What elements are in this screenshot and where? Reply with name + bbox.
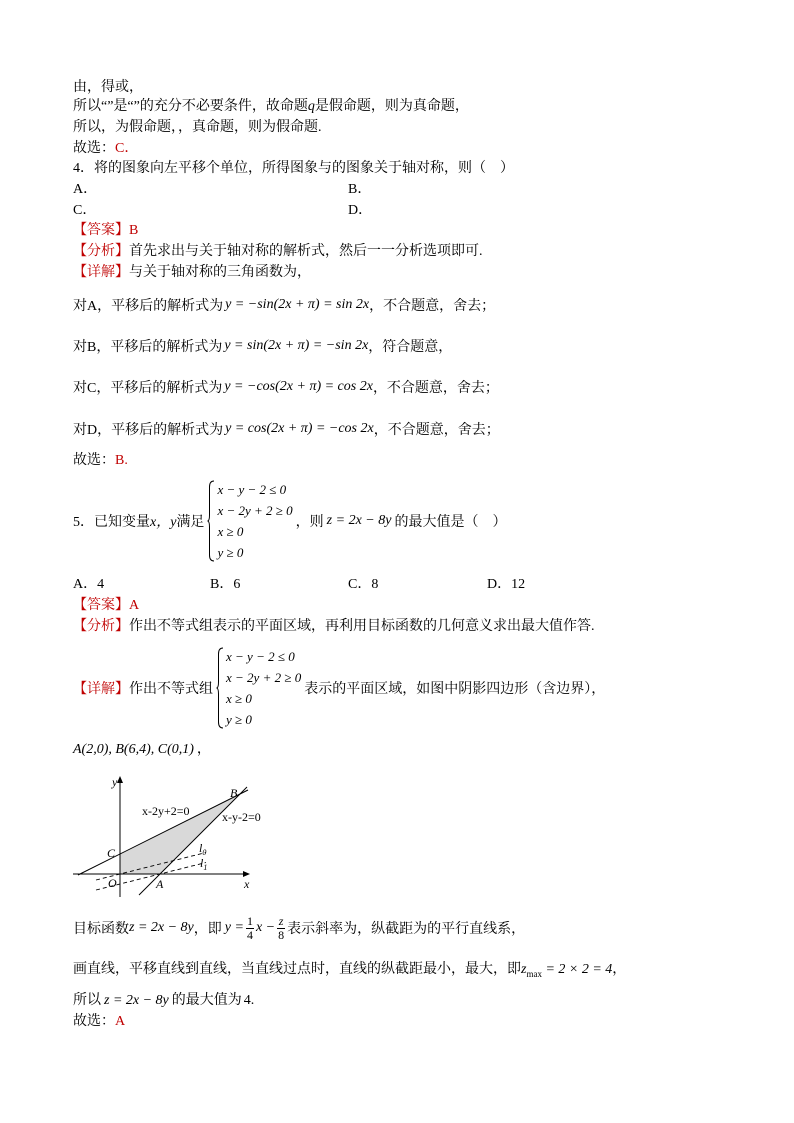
origin-label: O (108, 876, 117, 890)
q5-max-line (73, 992, 254, 1010)
case-suffix: ，不合题意，舍去； (372, 381, 499, 396)
q5-shift-line (73, 961, 626, 979)
analysis-text: 首先求出与关于轴对称的解析式，然后一一分析选项即可. (129, 244, 483, 259)
answer-tag: 【答案】 (73, 598, 129, 613)
inequality-system (216, 646, 301, 730)
inequality-3: x ≥ 0 (226, 691, 252, 706)
inequality-3: x ≥ 0 (217, 524, 244, 539)
prev-solution-line-2 (73, 98, 469, 116)
inequality-lines (217, 479, 292, 563)
l1-subscript: 1 (203, 863, 208, 872)
fraction-numerator: z (278, 913, 284, 928)
x-axis-label: x (244, 877, 250, 891)
inequality-2: x − 2y + 2 ≥ 0 (226, 670, 302, 685)
prev-solution-line-2-start: 所以“”是“”的充分不必要条件，故命题 (73, 99, 308, 114)
q4-options-row-1 (73, 181, 573, 199)
vertices-end: ， (196, 742, 211, 757)
q4-choice (73, 452, 128, 470)
detail-text: 与关于轴对称的三角函数为， (129, 265, 311, 280)
fraction-denominator: 8 (278, 927, 285, 942)
q5-objective: z = 2x − 8y (326, 513, 392, 528)
case-formula: y = −cos(2x + π) = cos 2x (224, 379, 373, 394)
q4-case-c (73, 378, 499, 396)
q5-detail (73, 646, 605, 730)
case-suffix: ，符合题意， (368, 340, 453, 355)
y-axis-label: y (112, 775, 118, 789)
q5-choice (73, 1013, 125, 1031)
shift-line-end: ， (612, 962, 627, 977)
choose-answer: C． (115, 141, 139, 156)
objective-function: z = 2x − 8y (129, 920, 194, 935)
inequality-2: x − 2y + 2 ≥ 0 (217, 503, 293, 518)
objective-line-end: 表示斜率为，纵截距为的平行直线系， (287, 922, 526, 937)
q5-options (73, 576, 633, 594)
case-prefix: 对D，平移后的解析式为 (73, 423, 224, 438)
fraction-denominator: 4 (246, 927, 253, 942)
q5-option-c: C．8 (348, 577, 379, 592)
point-b-label: B (230, 786, 238, 800)
q4-case-a (73, 296, 495, 314)
choose-label: 故选： (73, 453, 115, 468)
max-line-objective: z = 2x − 8y (104, 993, 169, 1008)
analysis-tag: 【分析】 (73, 619, 129, 634)
prev-solution-line-1: 由，得或， (73, 80, 143, 95)
l1-letter: l (200, 856, 204, 870)
max-line-mid: 的最大值为 (171, 993, 242, 1008)
q5-stem-start: 5．已知变量 (73, 515, 150, 530)
left-brace-icon (216, 647, 224, 729)
l1-label (200, 856, 207, 872)
choose-answer: B. (115, 453, 128, 468)
inequality-system (207, 479, 292, 563)
case-formula: y = sin(2x + π) = −sin 2x (224, 338, 369, 353)
max-subscript: max (526, 969, 542, 979)
objective-line-start: 目标函数 (73, 922, 129, 937)
slope-form-lhs: y = (224, 920, 244, 935)
choose-label: 故选： (73, 1014, 115, 1029)
q5-stem-then: ，则 (295, 515, 324, 530)
case-formula: y = cos(2x + π) = −cos 2x (225, 421, 374, 436)
case-suffix: ，不合题意，舍去； (373, 423, 500, 438)
feasible-region-figure (70, 770, 280, 900)
inequality-4: y ≥ 0 (217, 545, 244, 560)
l0-letter: l (199, 841, 203, 855)
q4-option-a: A． (73, 182, 98, 197)
z-variable: z (521, 962, 527, 977)
q4-stem: 4．将的图象向左平移个单位，所得图象与的图象关于轴对称，则（ ） (73, 161, 514, 176)
answer-value: B (129, 223, 139, 238)
q5-option-d: D．12 (487, 577, 526, 592)
analysis-text: 作出不等式组表示的平面区域，再利用目标函数的几何意义求出最大值作答. (129, 619, 595, 634)
l0-label (199, 841, 206, 857)
q5-vertices (73, 741, 211, 759)
detail-end: 表示的平面区域，如图中阴影四边形（含边界）， (304, 682, 606, 697)
q5-stem-mid: 满足 (176, 515, 205, 530)
q5-option-a: A．4 (73, 577, 105, 592)
q4-option-c: C． (73, 203, 97, 218)
answer-tag: 【答案】 (73, 223, 129, 238)
inequality-1: x − y − 2 ≤ 0 (226, 649, 295, 664)
q4-case-b (73, 337, 452, 355)
l0-subscript: 0 (202, 848, 207, 857)
inequality-1: x − y − 2 ≤ 0 (217, 482, 287, 497)
q4-options-row-2 (73, 202, 573, 220)
detail-tag: 【详解】 (73, 682, 129, 697)
max-value: 4. (243, 993, 255, 1008)
q5-option-b: B．6 (210, 577, 241, 592)
point-c-label: C (107, 846, 116, 860)
vertex-coordinates: A(2,0), B(6,4), C(0,1) (73, 742, 194, 757)
case-prefix: 对B，平移后的解析式为 (73, 340, 223, 355)
q4-detail (73, 264, 311, 282)
detail-tag: 【详解】 (73, 265, 129, 280)
case-suffix: ，不合题意，舍去； (369, 299, 496, 314)
prev-solution-line-2-end: 是假命题，则为真命题， (314, 99, 469, 114)
detail-start: 作出不等式组 (129, 682, 213, 697)
line-2-equation-label: x-y-2=0 (222, 810, 261, 824)
choose-answer: A (115, 1014, 126, 1029)
q5-answer (73, 597, 139, 615)
q5-stem (73, 479, 506, 563)
q5-stem-variables: x，y (150, 515, 177, 530)
fraction-numerator: 1 (246, 913, 253, 928)
q4-case-d (73, 420, 500, 438)
q4-option-d: D． (348, 203, 373, 218)
z-max-value: = 2 × 2 = 4 (541, 962, 613, 977)
slope-form-x-term: x − (255, 920, 276, 935)
shift-line-text: 画直线，平移直线到直线，当直线过点时，直线的纵截距最小，最大，即 (73, 962, 521, 977)
prev-solution-line-3: 所以，为假命题，，真命题，则为假命题. (73, 120, 322, 135)
case-prefix: 对A，平移后的解析式为 (73, 299, 224, 314)
proposition-q-variable: q (307, 99, 315, 114)
line-1-equation-label: x-2y+2=0 (142, 804, 190, 818)
objective-line-mid: ，即 (193, 922, 222, 937)
q4-option-b: B． (348, 182, 372, 197)
q5-objective-line (73, 912, 525, 944)
left-brace-icon (207, 480, 215, 562)
case-prefix: 对C，平移后的解析式为 (73, 381, 223, 396)
fraction-z-over-8 (277, 915, 285, 942)
case-formula: y = −sin(2x + π) = sin 2x (225, 297, 370, 312)
answer-value: A (129, 598, 140, 613)
fraction-one-quarter (246, 915, 254, 942)
analysis-tag: 【分析】 (73, 244, 129, 259)
q4-analysis (73, 243, 483, 261)
q5-analysis (73, 618, 595, 636)
prev-solution-choice (73, 140, 138, 158)
inequality-lines (226, 646, 301, 730)
choose-label: 故选： (73, 141, 115, 156)
y-axis-arrow-icon (117, 776, 123, 783)
q4-answer (73, 222, 138, 240)
point-a-label: A (156, 877, 164, 891)
q5-stem-end: 的最大值是（ ） (394, 515, 507, 530)
inequality-4: y ≥ 0 (226, 712, 252, 727)
max-line-start: 所以 (73, 993, 101, 1008)
